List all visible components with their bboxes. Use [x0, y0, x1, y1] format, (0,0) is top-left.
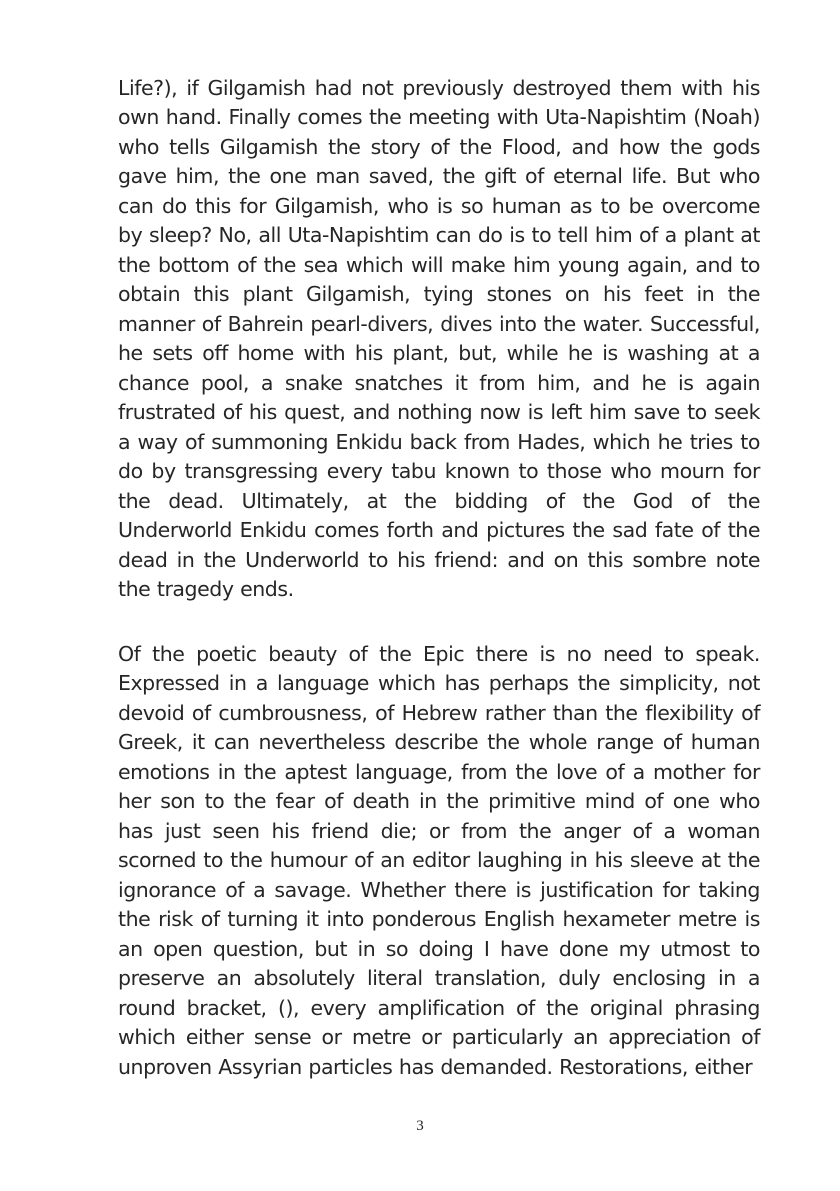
page-number: 3 — [416, 1118, 424, 1134]
body-paragraph-2: Of the poetic beauty of the Epic there is no need to speak. Expressed in a language which has perhaps the simplicity, not devoid of cumbrousness, of Hebrew rather than the flexibility of Greek, it can nevertheless describe the whole range of human emotions in the aptest language, from the love of a mother for her son to the fear of death in the primitive mind of one who has just seen his friend die; or from the anger of a woman scorned to the humour of an editor laughing in his sleeve at the ignorance of a savage. Whether there is justification for taking the risk of turning it into ponderous English hexameter metre is an open question, but in so doing I have done my utmost to preserve an absolutely literal translation, duly enclosing in a round bracket, (), every amplification of the original phrasing which either sense or metre or particularly an appreciation of unproven Assyrian particles has demanded. Restorations, either — [118, 641, 760, 1079]
body-paragraph-1: Life?), if Gilgamish had not previously destroyed them with his own hand. Finally comes the meeting with Uta-Napishtim (Noah) who tells Gilgamish the story of the Flood, and how the gods gave him, the one man saved, the gift of eternal life. But who can do this for Gilgamish, who is so human as to be overcome by sleep? No, all Uta-Napishtim can do is to tell him of a plant at the bottom of the sea which will make him young again, and to obtain this plant Gilgamish, tying stones on his feet in the manner of Bahrein pearl-divers, dives into the water. Successful, he sets off home with his plant, but, while he is washing at a chance pool, a snake snatches it from him, and he is again frustrated of his quest, and nothing now is left him save to seek a way of summoning Enkidu back from Hades, which he tries to do by transgressing every tabu known to those who mourn for the dead. Ultimately, at the bidding of the God of the Underworld Enkidu comes forth and pictures the sad fate of the dead in the Underworld to his friend: and on this sombre note the tragedy ends. — [118, 75, 760, 601]
